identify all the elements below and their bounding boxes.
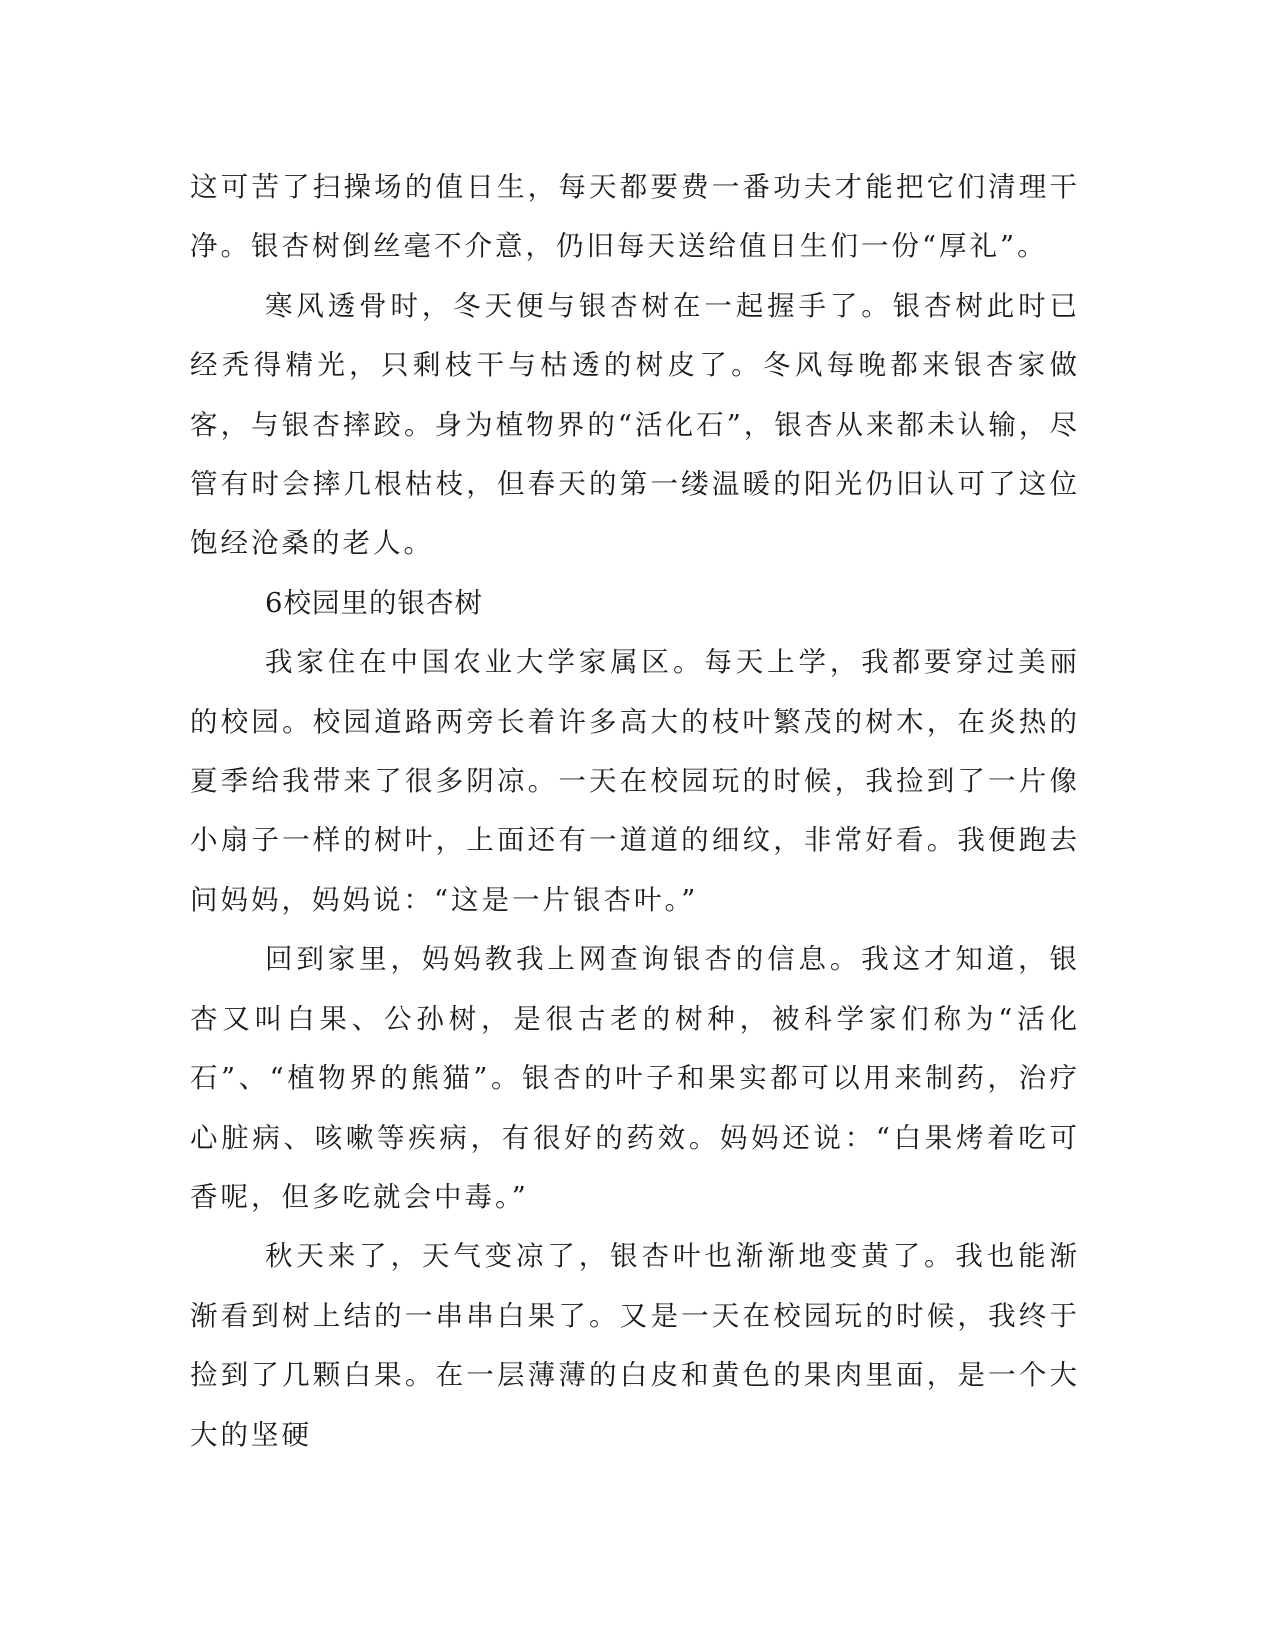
paragraph-continued: 这可苦了扫操场的值日生，每天都要费一番功夫才能把它们清理干净。银杏树倒丝毫不介意，仍旧每天送给值日生们一份“厚礼”。 <box>190 171 1080 263</box>
paragraph-autumn: 秋天来了，天气变凉了，银杏叶也渐渐地变黄了。我也能渐渐看到树上结的一串串白果了。又是一天在校园玩的时候，我终于捡到了几颗白果。在一层薄薄的白皮和黄色的果肉里面，是一个大大的坚硬 <box>190 1240 1080 1451</box>
body-text <box>190 158 1080 1465</box>
paragraph-winter: 寒风透骨时，冬天便与银杏树在一起握手了。银杏树此时已经秃得精光，只剩枝干与枯透的树皮了。冬风每晚都来银杏家做客，与银杏摔跤。身为植物界的“活化石”，银杏从来都未认输，尽管有时会摔几根枯枝，但春天的第一缕温暖的阳光仍旧认可了这位饱经沧桑的老人。 <box>190 289 1080 560</box>
paragraph-campus: 我家住在中国农业大学家属区。每天上学，我都要穿过美丽的校园。校园道路两旁长着许多高大的枝叶繁茂的树木，在炎热的夏季给我带来了很多阴凉。一天在校园玩的时候，我捡到了一片像小扇子一样的树叶，上面还有一道道的细纹，非常好看。我便跑去问妈妈，妈妈说：“这是一片银杏叶。” <box>190 646 1080 916</box>
paragraph-research: 回到家里，妈妈教我上网查询银杏的信息。我这才知道，银杏又叫白果、公孙树，是很古老的树种，被科学家们称为“活化石”、“植物界的熊猫”。银杏的叶子和果实都可以用来制药，治疗心脏病、咳嗽等疾病，有很好的药效。妈妈还说：“白果烤着吃可香呢，但多吃就会中毒。” <box>190 943 1080 1213</box>
section-heading: 6校园里的银杏树 <box>265 586 483 619</box>
